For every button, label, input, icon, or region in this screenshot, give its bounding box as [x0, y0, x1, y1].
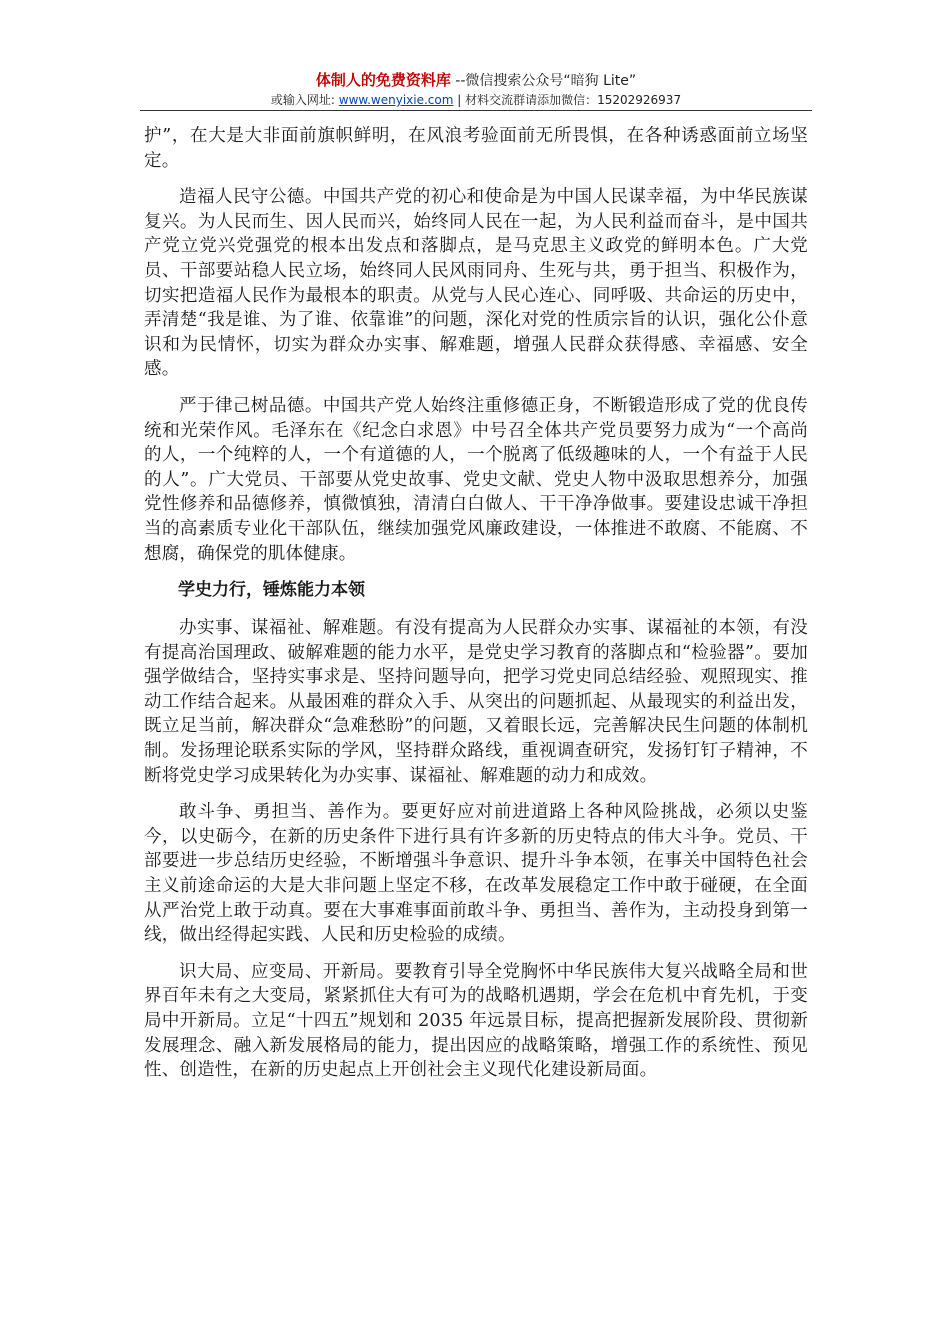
header-url-prefix: 或输入网址:	[270, 93, 339, 107]
paragraph: 严于律己树品德。中国共产党人始终注重修德正身，不断锻造形成了党的优良传统和光荣作风。毛泽东在《纪念白求恩》中号召全体共产党员要努力成为“一个高尚的人，一个纯粹的人，一个有道德的人，一个脱离了低级趣味的人，一个有益于人民的人”。广大党员、干部要从党史故事、党史文献、党史人物中汲取思想养分，加强党性修养和品德修养，慎微慎独，清清白白做人、干干净净做事。要建设忠诚干净担当的高素质专业化干部队伍，继续加强党风廉政建设，一体推进不敢腐、不能腐、不想腐，确保党的肌体健康。	[144, 395, 808, 564]
header-title: 体制人的免费资料库	[315, 71, 451, 89]
paragraph: 识大局、应变局、开新局。要教育引导全党胸怀中华民族伟大复兴战略全局和世界百年未有之大变局，紧紧抓住大有可为的战略机遇期，学会在危机中育先机，于变局中开新局。立足“十四五”规划和 2035 年远景目标，提高把握新发展阶段、贯彻新发展理念、融入新发展格局的能力，提出因应的战略策略，增强工作的系统性、预见性、创造性，在新的历史起点上开创社会主义现代化建设新局面。	[144, 961, 808, 1081]
paragraph: 造福人民守公德。中国共产党的初心和使命是为中国人民谋幸福，为中华民族谋复兴。为人民而生、因人民而兴，始终同人民在一起，为人民利益而奋斗，是中国共产党立党兴党强党的根本出发点和落脚点，是马克思主义政党的鲜明本色。广大党员、干部要站稳人民立场，始终同人民风雨同舟、生死与共，勇于担当、积极作为，切实把造福人民作为最根本的职责。从党与人民心连心、同呼吸、共命运的历史中，弄清楚“我是谁、为了谁、依靠谁”的问题，深化对党的性质宗旨的认识，强化公仆意识和为民情怀，切实为群众办实事、解难题，增强人民群众获得感、幸福感、安全感。	[144, 187, 808, 380]
section-heading: 学史力行，锤炼能力本领	[178, 580, 365, 601]
page-header	[140, 70, 812, 109]
header-title-line	[140, 70, 812, 91]
document-body	[144, 124, 808, 1095]
header-contact: | 材料交流群请添加微信：15202926937	[453, 93, 682, 107]
paragraph: 敢斗争、勇担当、善作为。要更好应对前进道路上各种风险挑战，必须以史鉴今，以史砺今，在新的历史条件下进行具有许多新的历史特点的伟大斗争。党员、干部要进一步总结历史经验，不断增强斗争意识、提升斗争本领，在事关中国特色社会主义前途命运的大是大非问题上坚定不移，在改革发展稳定工作中敢于碰硬，在全面从严治党上敢于动真。要在大事难事面前敢斗争、勇担当、善作为，主动投身到第一线，做出经得起实践、人民和历史检验的成绩。	[144, 802, 808, 946]
header-url-link[interactable]: www.wenyixie.com	[338, 93, 454, 107]
header-url-line	[140, 91, 812, 109]
header-divider	[140, 110, 812, 111]
paragraph: 办实事、谋福祉、解难题。有没有提高为人民群众办实事、谋福祉的本领，有没有提高治国理政、破解难题的能力水平，是党史学习教育的落脚点和“检验器”。要加强学做结合，坚持实事求是、坚持问题导向，把学习党史同总结经验、观照现实、推动工作结合起来。从最困难的群众入手、从突出的问题抓起、从最现实的利益出发，既立足当前，解决群众“急难愁盼”的问题，又着眼长远，完善解决民生问题的体制机制。发扬理论联系实际的学风，坚持群众路线，重视调查研究，发扬钉钉子精神，不断将党史学习成果转化为办实事、谋福祉、解难题的动力和成效。	[144, 618, 808, 786]
header-subtitle: --微信搜索公众号“暗狗 Lite”	[450, 73, 637, 89]
paragraph: 护”，在大是大非面前旗帜鲜明，在风浪考验面前无所畏惧，在各种诱惑面前立场坚定。	[144, 126, 808, 171]
